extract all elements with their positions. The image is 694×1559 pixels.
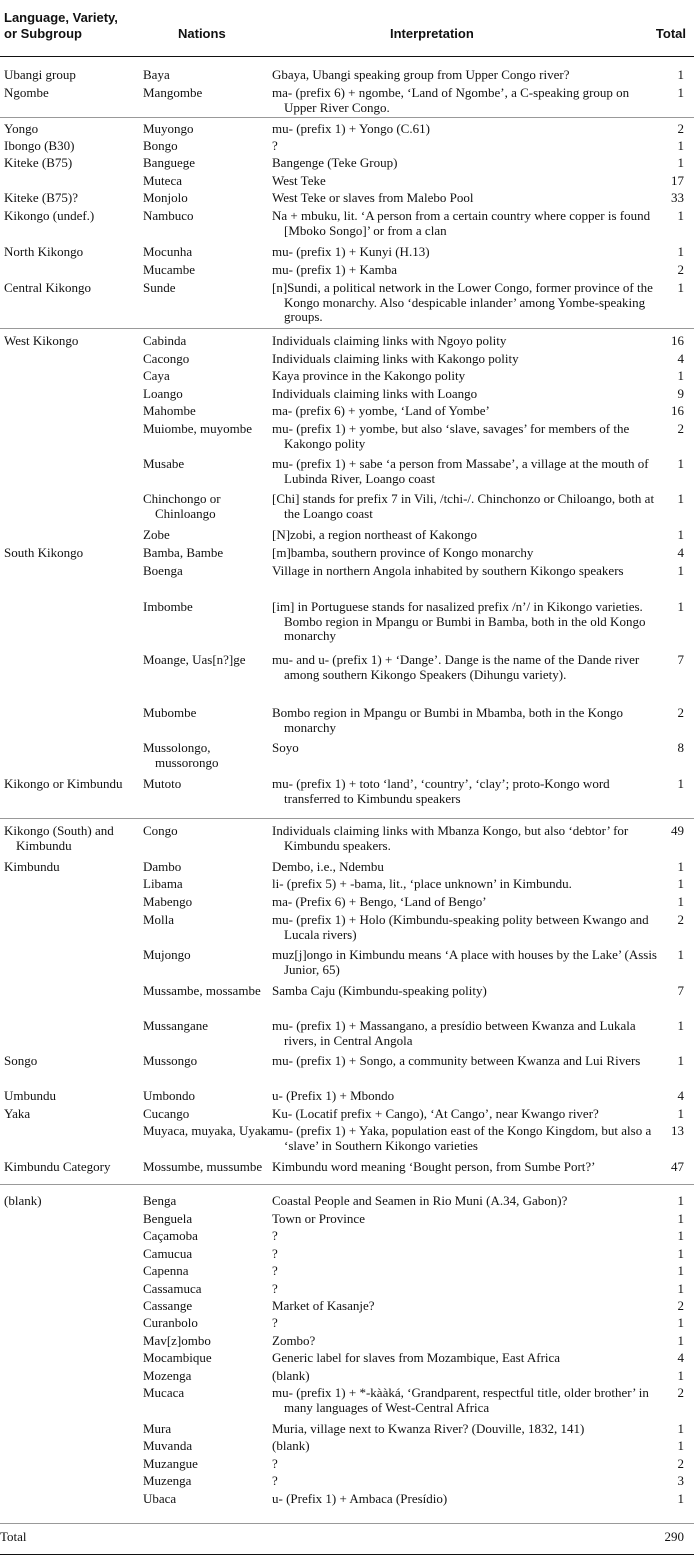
group-separator bbox=[0, 1184, 694, 1185]
cell-total: 9 bbox=[677, 386, 684, 401]
cell-interpretation: mu- (prefix 1) + Songo, a community between Kwanza and Lui Rivers bbox=[272, 1053, 641, 1068]
cell-nation: Musabe bbox=[143, 456, 185, 471]
cell-interpretation: Ku- (Locatif prefix + Cango), ‘At Cango’, near Kwango river? bbox=[272, 1106, 599, 1121]
header-interpretation: Interpretation bbox=[390, 26, 474, 41]
cell-nation: Molla bbox=[143, 912, 175, 927]
cell-total: 1 bbox=[677, 138, 684, 153]
cell-total: 4 bbox=[677, 545, 684, 560]
cell-nation: Mussongo bbox=[143, 1053, 198, 1068]
cell-nation: Mahombe bbox=[143, 403, 196, 418]
cell-total: 2 bbox=[677, 705, 684, 720]
cell-group: Ibongo (B30) bbox=[4, 138, 75, 153]
cell-nation: Mucambe bbox=[143, 262, 195, 277]
cell-nation: Mussolongo, mussorongo bbox=[143, 740, 219, 770]
cell-total: 2 bbox=[677, 421, 684, 436]
cell-nation: Loango bbox=[143, 386, 183, 401]
header-rule bbox=[0, 56, 694, 57]
cell-total: 4 bbox=[677, 351, 684, 366]
cell-interpretation: West Teke or slaves from Malebo Pool bbox=[272, 190, 474, 205]
cell-total: 1 bbox=[677, 1211, 684, 1226]
cell-nation: Mocambique bbox=[143, 1350, 212, 1365]
cell-group: North Kikongo bbox=[4, 244, 84, 259]
cell-total: 1 bbox=[677, 1246, 684, 1261]
header-group: Language, Variety, or Subgroup bbox=[4, 10, 118, 41]
cell-nation: Cassamuca bbox=[143, 1281, 202, 1296]
cell-total: 2 bbox=[677, 1385, 684, 1400]
cell-total: 2 bbox=[677, 262, 684, 277]
cell-interpretation: ? bbox=[272, 1281, 278, 1296]
cell-total: 16 bbox=[671, 403, 684, 418]
group-separator bbox=[0, 117, 694, 118]
cell-interpretation: mu- and u- (prefix 1) + ‘Dange’. Dange is the name of the Dande river among southern Kikongo Speakers (Dihungu variety). bbox=[272, 652, 640, 682]
cell-total: 1 bbox=[677, 208, 684, 223]
cell-group: Umbundu bbox=[4, 1088, 56, 1103]
cell-interpretation: mu- (prefix 1) + Massangano, a presídio between Kwanza and Lukala rivers, in Central Angola bbox=[272, 1018, 636, 1048]
cell-interpretation: mu- (prefix 1) + sabe ‘a person from Massabe’, a village at the mouth of Lubinda River, Loango coast bbox=[272, 456, 649, 486]
cell-interpretation: Muria, village next to Kwanza River? (Douville, 1832, 141) bbox=[272, 1421, 585, 1436]
cell-interpretation: ? bbox=[272, 1228, 278, 1243]
cell-nation: Mav[z]ombo bbox=[143, 1333, 211, 1348]
cell-nation: Bongo bbox=[143, 138, 178, 153]
cell-interpretation: ma- (prefix 6) + yombe, ‘Land of Yombe’ bbox=[272, 403, 490, 418]
cell-group: Kiteke (B75)? bbox=[4, 190, 79, 205]
cell-interpretation: Kimbundu word meaning ‘Bought person, from Sumbe Port?’ bbox=[272, 1159, 596, 1174]
cell-nation: Camucua bbox=[143, 1246, 193, 1261]
cell-interpretation: mu- (prefix 1) + yombe, but also ‘slave, savages’ for members of the Kakongo polity bbox=[272, 421, 630, 451]
cell-total: 1 bbox=[677, 280, 684, 295]
cell-nation: Mussangane bbox=[143, 1018, 208, 1033]
cell-interpretation: mu- (prefix 1) + toto ‘land’, ‘country’, ‘clay’; proto-Kongo word transferred to Kimbundu speakers bbox=[272, 776, 610, 806]
cell-total: 1 bbox=[677, 1438, 684, 1453]
cell-total: 17 bbox=[671, 173, 684, 188]
cell-nation: Nambuco bbox=[143, 208, 194, 223]
cell-group: Kiteke (B75) bbox=[4, 155, 73, 170]
cell-interpretation: Na + mbuku, lit. ‘A person from a certain country where copper is found [Mboko Songo]’ or from a clan bbox=[272, 208, 651, 238]
cell-total: 1 bbox=[677, 1491, 684, 1506]
cell-interpretation: (blank) bbox=[272, 1438, 310, 1453]
cell-interpretation: [im] in Portuguese stands for nasalized prefix /n’/ in Kikongo varieties. Bombo region in Mpangu or Bumbi in Bamba, both in the old Kongo monarchy bbox=[272, 599, 646, 644]
cell-nation: Benguela bbox=[143, 1211, 193, 1226]
cell-nation: Moange, Uas[n?]ge bbox=[143, 652, 246, 667]
cell-group: (blank) bbox=[4, 1193, 42, 1208]
cell-group: Yongo bbox=[4, 121, 39, 136]
cell-nation: Mura bbox=[143, 1421, 172, 1436]
cell-group: Kimbundu Category bbox=[4, 1159, 111, 1174]
cell-nation: Mubombe bbox=[143, 705, 197, 720]
cell-group: Kimbundu bbox=[4, 859, 60, 874]
cell-total: 2 bbox=[677, 912, 684, 927]
cell-nation: Muvanda bbox=[143, 1438, 193, 1453]
cell-total: 1 bbox=[677, 599, 684, 614]
cell-interpretation: mu- (prefix 1) + Kunyi (H.13) bbox=[272, 244, 430, 259]
cell-total: 13 bbox=[671, 1123, 684, 1138]
cell-total: 4 bbox=[677, 1350, 684, 1365]
cell-nation: Congo bbox=[143, 823, 178, 838]
total-value: 290 bbox=[664, 1529, 684, 1544]
cell-interpretation: West Teke bbox=[272, 173, 326, 188]
cell-group: Ngombe bbox=[4, 85, 49, 100]
bottom-rule bbox=[0, 1554, 694, 1555]
cell-nation: Mocunha bbox=[143, 244, 193, 259]
cell-interpretation: Coastal People and Seamen in Rio Muni (A.34, Gabon)? bbox=[272, 1193, 568, 1208]
cell-interpretation: [n]Sundi, a political network in the Lower Congo, former province of the Kongo monarchy. Also ‘despicable inlander’ among Yombe-speaking groups. bbox=[272, 280, 653, 325]
cell-total: 1 bbox=[677, 527, 684, 542]
cell-total: 1 bbox=[677, 1421, 684, 1436]
cell-nation: Chinchongo or Chinloango bbox=[143, 491, 221, 521]
cell-nation: Zobe bbox=[143, 527, 170, 542]
cell-nation: Mozenga bbox=[143, 1368, 192, 1383]
cell-interpretation: Soyo bbox=[272, 740, 299, 755]
cell-total: 47 bbox=[671, 1159, 684, 1174]
cell-total: 1 bbox=[677, 1333, 684, 1348]
cell-nation: Muyongo bbox=[143, 121, 194, 136]
cell-interpretation: Individuals claiming links with Ngoyo polity bbox=[272, 333, 507, 348]
cell-group: Kikongo (South) and Kimbundu bbox=[4, 823, 114, 853]
cell-total: 1 bbox=[677, 85, 684, 100]
group-separator bbox=[0, 1523, 694, 1524]
cell-group: Central Kikongo bbox=[4, 280, 92, 295]
cell-interpretation: Samba Caju (Kimbundu-speaking polity) bbox=[272, 983, 487, 998]
cell-nation: Libama bbox=[143, 876, 183, 891]
cell-interpretation: li- (prefix 5) + -bama, lit., ‘place unknown’ in Kimbundu. bbox=[272, 876, 572, 891]
cell-interpretation: Dembo, i.e., Ndembu bbox=[272, 859, 384, 874]
cell-nation: Mussambe, mossambe bbox=[143, 983, 261, 998]
cell-nation: Imbombe bbox=[143, 599, 193, 614]
cell-total: 2 bbox=[677, 121, 684, 136]
cell-interpretation: u- (Prefix 1) + Ambaca (Presídio) bbox=[272, 1491, 448, 1506]
cell-interpretation: ma- (prefix 6) + ngombe, ‘Land of Ngombe’, a C-speaking group on Upper River Congo. bbox=[272, 85, 630, 115]
cell-total: 3 bbox=[677, 1473, 684, 1488]
cell-total: 1 bbox=[677, 368, 684, 383]
cell-nation: Bamba, Bambe bbox=[143, 545, 224, 560]
cell-nation: Caçamoba bbox=[143, 1228, 198, 1243]
cell-interpretation: ? bbox=[272, 1263, 278, 1278]
cell-interpretation: mu- (prefix 1) + Yongo (C.61) bbox=[272, 121, 430, 136]
cell-nation: Cabinda bbox=[143, 333, 187, 348]
cell-nation: Caya bbox=[143, 368, 170, 383]
cell-interpretation: Kaya province in the Kakongo polity bbox=[272, 368, 466, 383]
cell-interpretation: [N]zobi, a region northeast of Kakongo bbox=[272, 527, 478, 542]
cell-total: 1 bbox=[677, 456, 684, 471]
cell-total: 7 bbox=[677, 983, 684, 998]
cell-nation: Mujongo bbox=[143, 947, 191, 962]
cell-interpretation: Individuals claiming links with Mbanza Kongo, but also ‘debtor’ for Kimbundu speakers. bbox=[272, 823, 629, 853]
cell-total: 1 bbox=[677, 1193, 684, 1208]
cell-group: South Kikongo bbox=[4, 545, 84, 560]
table-header bbox=[0, 0, 694, 58]
cell-interpretation: mu- (prefix 1) + Holo (Kimbundu-speaking polity between Kwango and Lucala rivers) bbox=[272, 912, 649, 942]
cell-nation: Mangombe bbox=[143, 85, 203, 100]
cell-interpretation: Bangenge (Teke Group) bbox=[272, 155, 398, 170]
cell-interpretation: Town or Province bbox=[272, 1211, 365, 1226]
cell-interpretation: Individuals claiming links with Loango bbox=[272, 386, 478, 401]
cell-total: 1 bbox=[677, 1263, 684, 1278]
cell-nation: Capenna bbox=[143, 1263, 189, 1278]
cell-interpretation: Generic label for slaves from Mozambique, East Africa bbox=[272, 1350, 561, 1365]
cell-interpretation: ? bbox=[272, 138, 278, 153]
cell-total: 1 bbox=[677, 1053, 684, 1068]
cell-total: 1 bbox=[677, 67, 684, 82]
cell-total: 1 bbox=[677, 1018, 684, 1033]
cell-nation: Benga bbox=[143, 1193, 177, 1208]
cell-total: 4 bbox=[677, 1088, 684, 1103]
cell-nation: Mossumbe, mussumbe bbox=[143, 1159, 263, 1174]
cell-total: 8 bbox=[677, 740, 684, 755]
cell-nation: Mutoto bbox=[143, 776, 182, 791]
cell-interpretation: Gbaya, Ubangi speaking group from Upper Congo river? bbox=[272, 67, 570, 82]
cell-nation: Ubaca bbox=[143, 1491, 177, 1506]
cell-group: Ubangi group bbox=[4, 67, 76, 82]
cell-nation: Sunde bbox=[143, 280, 176, 295]
cell-total: 7 bbox=[677, 652, 684, 667]
total-label: Total bbox=[0, 1529, 27, 1544]
cell-total: 49 bbox=[671, 823, 684, 838]
cell-interpretation: ? bbox=[272, 1473, 278, 1488]
cell-nation: Umbondo bbox=[143, 1088, 195, 1103]
cell-interpretation: u- (Prefix 1) + Mbondo bbox=[272, 1088, 395, 1103]
cell-interpretation: ? bbox=[272, 1246, 278, 1261]
cell-interpretation: Zombo? bbox=[272, 1333, 316, 1348]
group-separator bbox=[0, 328, 694, 329]
cell-interpretation: (blank) bbox=[272, 1368, 310, 1383]
cell-total: 2 bbox=[677, 1456, 684, 1471]
cell-total: 1 bbox=[677, 563, 684, 578]
cell-total: 1 bbox=[677, 1315, 684, 1330]
group-separator bbox=[0, 818, 694, 819]
cell-group: West Kikongo bbox=[4, 333, 79, 348]
cell-interpretation: ma- (Prefix 6) + Bengo, ‘Land of Bengo’ bbox=[272, 894, 487, 909]
header-nations: Nations bbox=[178, 26, 226, 41]
cell-interpretation: Individuals claiming links with Kakongo polity bbox=[272, 351, 519, 366]
cell-total: 1 bbox=[677, 894, 684, 909]
cell-interpretation: [m]bamba, southern province of Kongo monarchy bbox=[272, 545, 534, 560]
cell-total: 1 bbox=[677, 244, 684, 259]
cell-total: 1 bbox=[677, 776, 684, 791]
cell-total: 1 bbox=[677, 947, 684, 962]
cell-nation: Cassange bbox=[143, 1298, 193, 1313]
cell-nation: Dambo bbox=[143, 859, 182, 874]
cell-interpretation: Village in northern Angola inhabited by southern Kikongo speakers bbox=[272, 563, 624, 578]
header-total: Total bbox=[655, 26, 686, 41]
cell-total: 1 bbox=[677, 1106, 684, 1121]
cell-total: 16 bbox=[671, 333, 684, 348]
cell-interpretation: mu- (prefix 1) + Kamba bbox=[272, 262, 398, 277]
cell-interpretation: ? bbox=[272, 1456, 278, 1471]
cell-group: Kikongo (undef.) bbox=[4, 208, 95, 223]
cell-nation: Muteca bbox=[143, 173, 182, 188]
cell-nation: Muzenga bbox=[143, 1473, 192, 1488]
cell-nation: Muzangue bbox=[143, 1456, 198, 1471]
cell-total: 1 bbox=[677, 155, 684, 170]
cell-group: Yaka bbox=[4, 1106, 31, 1121]
cell-interpretation: Market of Kasanje? bbox=[272, 1298, 375, 1313]
cell-total: 1 bbox=[677, 1281, 684, 1296]
cell-total: 1 bbox=[677, 1368, 684, 1383]
cell-total: 33 bbox=[671, 190, 684, 205]
cell-nation: Banguege bbox=[143, 155, 195, 170]
cell-nation: Monjolo bbox=[143, 190, 188, 205]
cell-total: 1 bbox=[677, 491, 684, 506]
cell-group: Songo bbox=[4, 1053, 38, 1068]
cell-nation: Cacongo bbox=[143, 351, 190, 366]
cell-total: 2 bbox=[677, 1298, 684, 1313]
cell-nation: Muiombe, muyombe bbox=[143, 421, 253, 436]
cell-total: 1 bbox=[677, 1228, 684, 1243]
cell-interpretation: mu- (prefix 1) + Yaka, population east of the Kongo Kingdom, but also a ‘slave’ in Southern Kikongo varieties bbox=[272, 1123, 652, 1153]
cell-nation: Muyaca, muyaka, Uyaka bbox=[143, 1123, 273, 1138]
cell-interpretation: [Chi] stands for prefix 7 in Vili, /tchi-/. Chinchonzo or Chiloango, both at the Loango coast bbox=[272, 491, 655, 521]
cell-nation: Curanbolo bbox=[143, 1315, 198, 1330]
cell-nation: Mabengo bbox=[143, 894, 193, 909]
cell-total: 1 bbox=[677, 859, 684, 874]
cell-interpretation: Bombo region in Mpangu or Bumbi in Mbamba, both in the Kongo monarchy bbox=[272, 705, 623, 735]
cell-total: 1 bbox=[677, 876, 684, 891]
cell-nation: Cucango bbox=[143, 1106, 190, 1121]
cell-interpretation: ? bbox=[272, 1315, 278, 1330]
cell-nation: Boenga bbox=[143, 563, 183, 578]
cell-group: Kikongo or Kimbundu bbox=[4, 776, 123, 791]
cell-nation: Baya bbox=[143, 67, 170, 82]
cell-interpretation: muz[j]ongo in Kimbundu means ‘A place with houses by the Lake’ (Assis Junior, 65) bbox=[272, 947, 657, 977]
cell-interpretation: mu- (prefix 1) + *-kààká, ‘Grandparent, respectful title, older brother’ in many languages of West-Central Africa bbox=[272, 1385, 649, 1415]
cell-nation: Mucaca bbox=[143, 1385, 185, 1400]
